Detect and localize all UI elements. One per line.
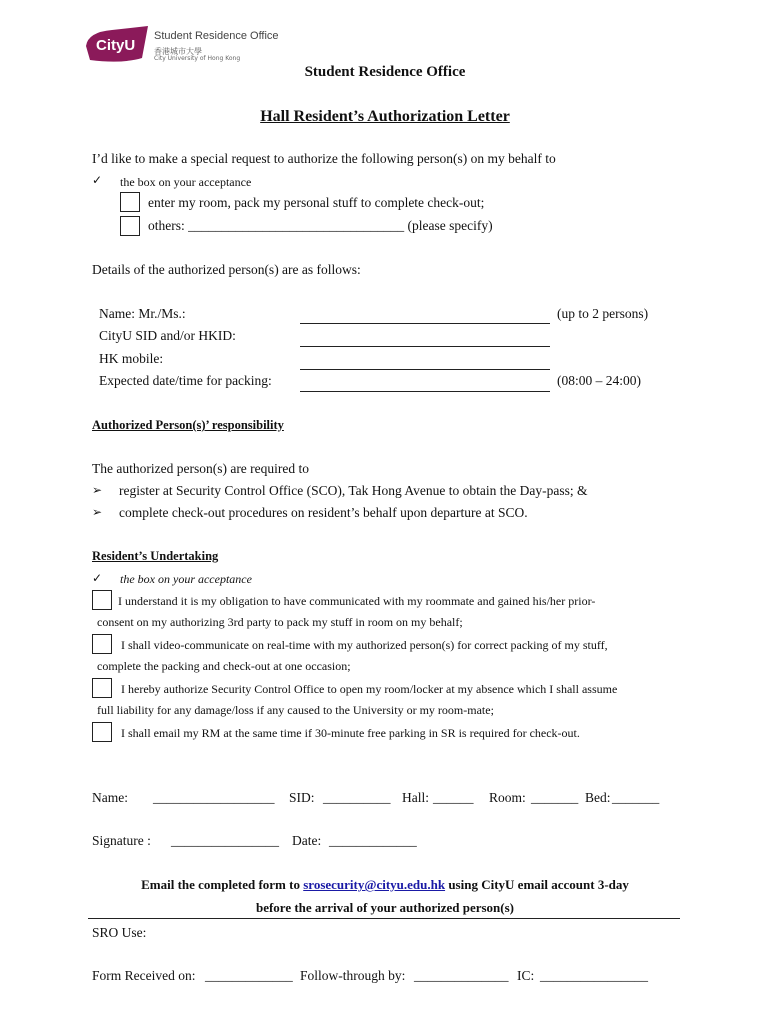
details-intro: Details of the authorized person(s) are as follows: [92, 262, 361, 277]
logo-university-name: City University of Hong Kong [154, 55, 241, 62]
option-checkbox-enter-room[interactable] [120, 192, 140, 212]
date-field[interactable]: _____________ [329, 833, 417, 848]
date-label: Date: [292, 833, 322, 848]
undertaking-item-4-line1: I shall email my RM at the same time if 30-minute free parking in SR is required for check-out. [121, 726, 580, 740]
responsibility-intro: The authorized person(s) are required to [92, 461, 310, 476]
follow-through-field[interactable]: ______________ [414, 968, 509, 983]
resident-sid-field[interactable]: __________ [323, 790, 391, 805]
undertaking-item-1-line2: consent on my authorizing 3rd party to pack my stuff in room on my behalf; [97, 615, 463, 629]
resident-room-field[interactable]: _______ [531, 790, 579, 805]
ic-field[interactable]: ________________ [540, 968, 648, 983]
tick-instruction: the box on your acceptance [120, 175, 252, 189]
undertaking-item-2-line1: I shall video-communicate on real-time with my authorized person(s) for correct packing of my stuff, [121, 638, 608, 652]
field-packing-input[interactable] [300, 391, 550, 392]
cityu-logo [82, 24, 279, 66]
logo-wordmark: CityU [96, 37, 136, 54]
logo-office-name: Student Residence Office [154, 30, 279, 42]
field-name-input[interactable] [300, 323, 550, 324]
resident-bed-label: Bed: [585, 790, 611, 805]
undertaking-checkbox-3[interactable] [92, 678, 112, 698]
signature-label: Signature : [92, 833, 151, 848]
undertaking-checkbox-1[interactable] [92, 590, 112, 610]
sro-use-label: SRO Use: [92, 925, 147, 940]
resident-sid-label: SID: [289, 790, 315, 805]
undertaking-checkbox-4[interactable] [92, 722, 112, 742]
field-name-note: (up to 2 persons) [557, 306, 649, 321]
form-received-label: Form Received on: [92, 968, 196, 983]
field-name-label: Name: Mr./Ms.: [99, 306, 186, 321]
logo-office-name-zh: 香港城市大學 [154, 47, 202, 56]
undertaking-heading: Resident’s Undertaking [92, 549, 219, 563]
email-note-line1 [0, 877, 770, 893]
option-checkbox-others[interactable] [120, 216, 140, 236]
email-link[interactable]: srosecurity@cityu.edu.hk [303, 877, 446, 892]
resident-hall-label: Hall: [402, 790, 429, 805]
responsibility-item: register at Security Control Office (SCO), Tak Hong Avenue to obtain the Day-pass; & [119, 483, 588, 498]
form-received-field[interactable]: _____________ [205, 968, 293, 983]
ic-label: IC: [517, 968, 535, 983]
email-note-post: using CityU email account 3-day [445, 877, 629, 892]
responsibility-item: complete check-out procedures on resident’s behalf upon departure at SCO. [119, 505, 528, 520]
field-mobile-input[interactable] [300, 369, 550, 370]
field-mobile-label: HK mobile: [99, 351, 164, 366]
signature-field[interactable]: ________________ [171, 833, 279, 848]
resident-name-label: Name: [92, 790, 128, 805]
undertaking-tick-instruction: the box on your acceptance [120, 572, 252, 586]
resident-hall-field[interactable]: ______ [433, 790, 474, 805]
undertaking-checkbox-2[interactable] [92, 634, 112, 654]
intro-text: I’d like to make a special request to authorize the following person(s) on my behalf to [92, 151, 556, 166]
resident-room-label: Room: [489, 790, 526, 805]
field-sid-label: CityU SID and/or HKID: [99, 328, 236, 343]
resident-name-field[interactable]: __________________ [153, 790, 275, 805]
check-mark-icon: ✓ [92, 571, 103, 585]
field-packing-note: (08:00 – 24:00) [557, 373, 641, 388]
follow-through-label: Follow-through by: [300, 968, 406, 983]
bullet-arrow-icon: ➢ [92, 505, 103, 519]
undertaking-item-1-line1: I understand it is my obligation to have communicated with my roommate and gained his/her prior- [118, 594, 596, 608]
undertaking-item-3-line2: full liability for any damage/loss if any caused to the University or my room-mate; [97, 703, 494, 717]
divider [88, 918, 680, 919]
undertaking-item-3-line1: I hereby authorize Security Control Office to open my room/locker at my absence which I shall assume [121, 682, 618, 696]
resident-bed-field[interactable]: _______ [612, 790, 660, 805]
check-mark-icon: ✓ [92, 173, 103, 187]
bullet-arrow-icon: ➢ [92, 483, 103, 497]
email-note-line2: before the arrival of your authorized person(s) [255, 900, 515, 915]
responsibility-heading: Authorized Person(s)’ responsibility [92, 418, 284, 432]
field-sid-input[interactable] [300, 346, 550, 347]
undertaking-item-2-line2: complete the packing and check-out at one occasion; [97, 659, 351, 673]
office-title: Student Residence Office [304, 64, 466, 80]
email-note-pre: Email the completed form to [141, 877, 304, 892]
option-others-label: others: ________________________________ (please specify) [148, 218, 493, 233]
letter-title: Hall Resident’s Authorization Letter [260, 108, 510, 125]
field-packing-label: Expected date/time for packing: [99, 373, 272, 388]
option-enter-room-label: enter my room, pack my personal stuff to complete check-out; [148, 195, 485, 210]
